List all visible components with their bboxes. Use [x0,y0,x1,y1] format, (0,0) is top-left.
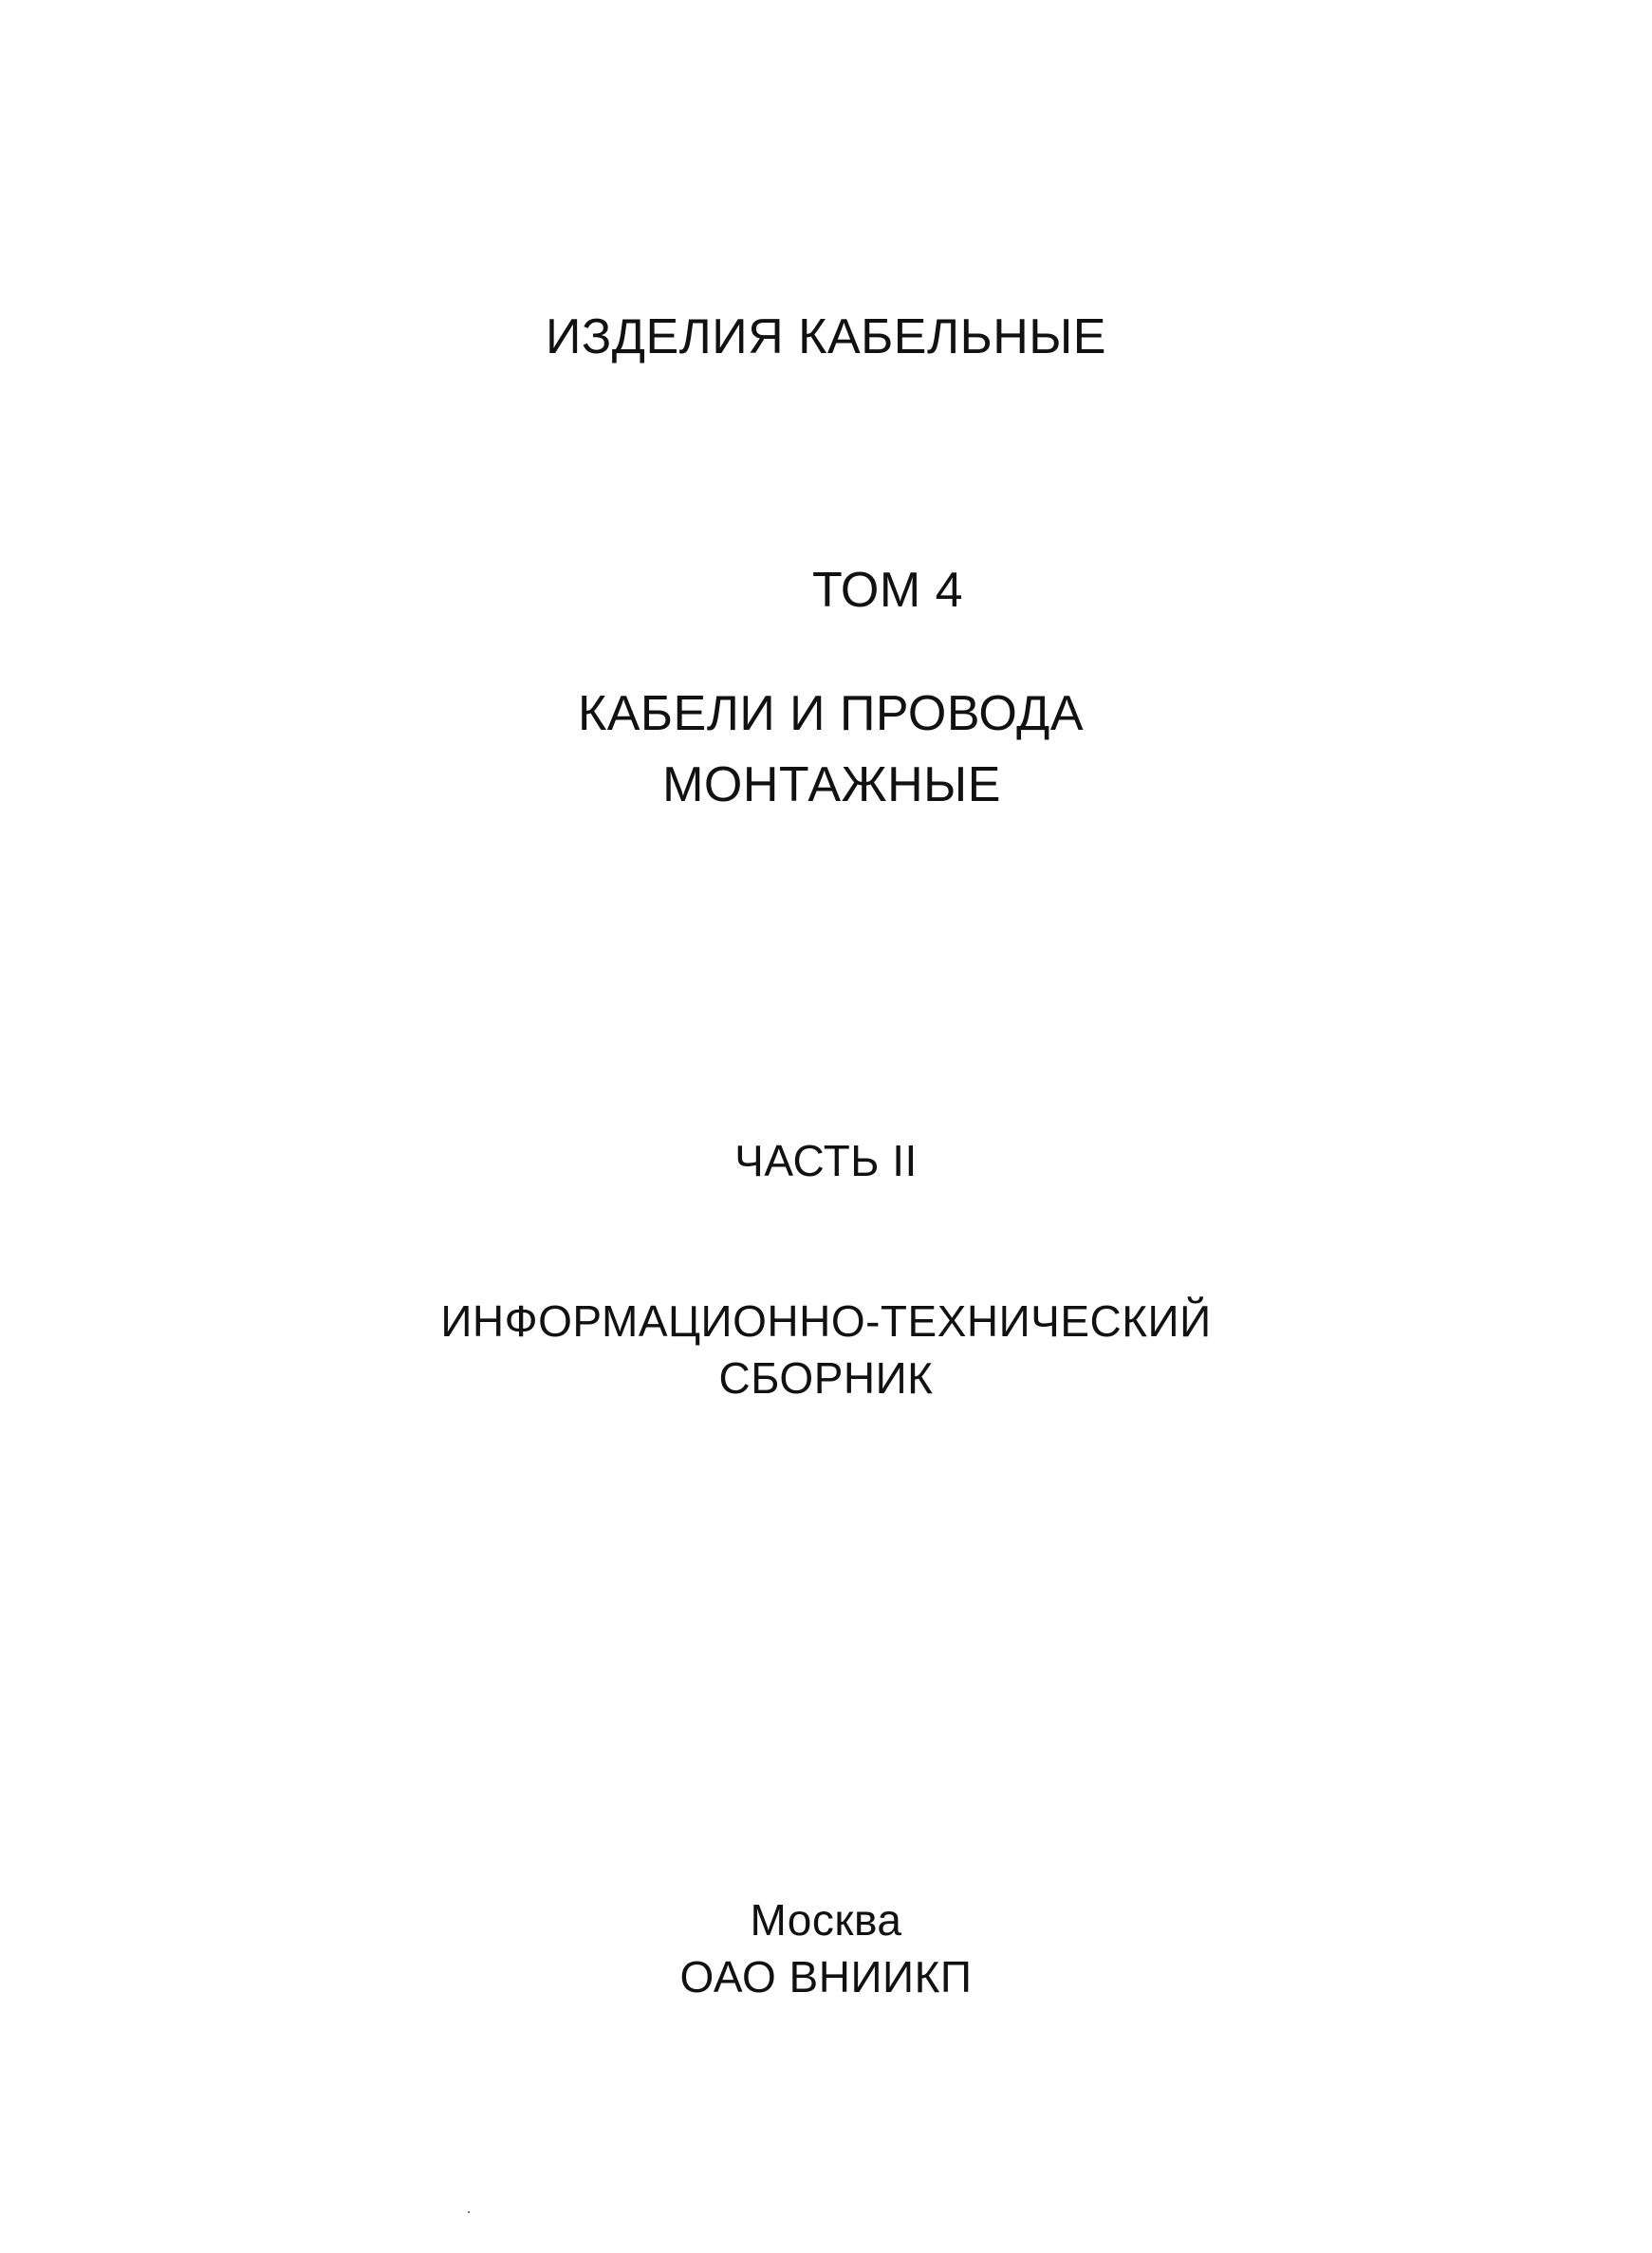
series-title: ИЗДЕЛИЯ КАБЕЛЬНЫЕ [546,309,1106,364]
scan-speck [468,2211,470,2213]
publication-city: Москва [750,1895,902,1945]
collection-title-line1: ИНФОРМАЦИОННО-ТЕХНИЧЕСКИЙ [440,1296,1212,1346]
volume-title-line2: МОНТАЖНЫЕ [662,757,1001,812]
part-number: ЧАСТЬ II [734,1136,918,1185]
volume-title-line1: КАБЕЛИ И ПРОВОДА [577,686,1085,741]
volume-number: ТОМ 4 [811,563,964,618]
publisher: ОАО ВНИИКП [679,1952,973,2002]
collection-title-line2: СБОРНИК [718,1353,934,1403]
